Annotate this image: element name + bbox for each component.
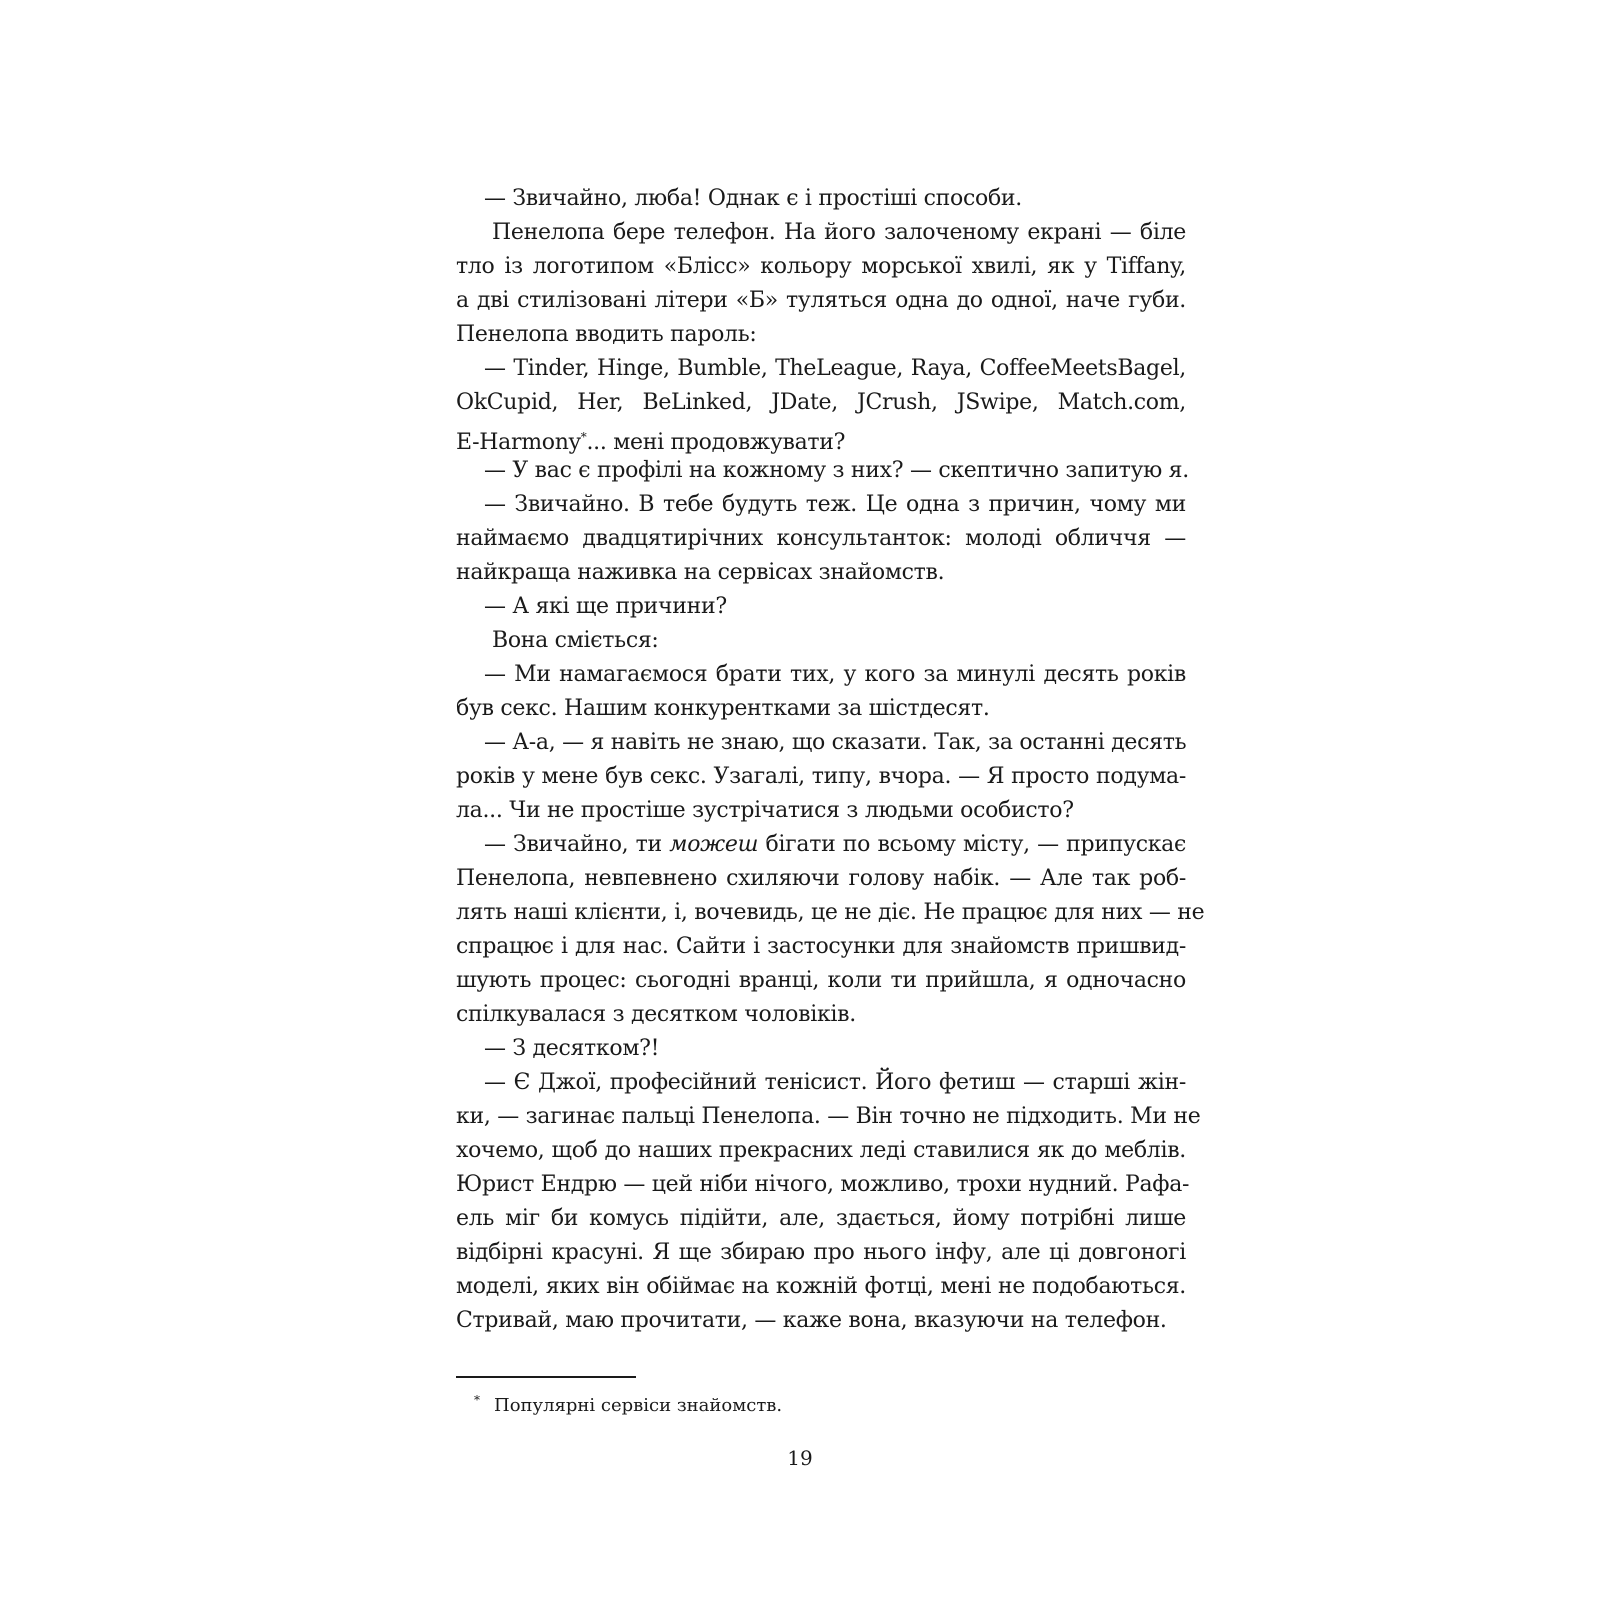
text-line: моделі, яких він обіймає на кожній фотці, мені не подобаються. <box>456 1274 1186 1299</box>
text-line: лять наші клієнти, і, вочевидь, це не діє. Не працює для них — не <box>456 900 1205 925</box>
text-line: а дві стилізовані літери «Б» туляться одна до одної, наче губи. <box>456 288 1186 313</box>
text-line: Юрист Ендрю — цей ніби нічого, можливо, трохи нудний. Рафа- <box>456 1172 1190 1197</box>
text-line: тло із логотипом «Блісс» кольору морської хвилі, як у Tiffany, <box>456 254 1186 279</box>
text-line <box>456 828 1186 862</box>
text-fragment: бігати по всьому місту, — припускає <box>758 832 1187 857</box>
text-line: був секс. Нашим конкурентками за шістдесят. <box>456 696 990 721</box>
text-line: Пенелопа бере телефон. На його залоченому екрані — біле <box>492 220 1186 245</box>
text-line: ель міг би комусь підійти, але, здається, йому потрібні лише <box>456 1206 1186 1231</box>
text-line: OkCupid, Her, BeLinked, JDate, JCrush, JSwipe, Match.com, <box>456 390 1186 415</box>
footnote-marker: * <box>580 430 587 444</box>
text-line: — У вас є профілі на кожному з них? — скептично запитую я. <box>484 458 1189 483</box>
text-line: — З десятком?! <box>484 1036 660 1061</box>
body-text <box>456 182 1205 1338</box>
text-line: Вона сміється: <box>492 628 659 653</box>
text-line: наймаємо двадцятирічних консультанток: молоді обличчя — <box>456 526 1186 551</box>
text-line: — А які ще причини? <box>484 594 727 619</box>
text-fragment: ... мені продовжувати? <box>586 430 846 455</box>
text-line: років у мене був секс. Узагалі, типу, вчора. — Я просто подума- <box>456 764 1186 789</box>
text-line: відбірні красуні. Я ще збираю про нього інфу, але ці довгоногі <box>456 1240 1186 1265</box>
page-number: 19 <box>787 1446 813 1470</box>
text-line: ла... Чи не простіше зустрічатися з людьми особисто? <box>456 798 1074 823</box>
text-line: спрацює і для нас. Сайти і застосунки для знайомств пришвид- <box>456 934 1186 959</box>
text-line: — Tinder, Hinge, Bumble, TheLeague, Raya, CoffeeMeetsBagel, <box>484 356 1186 381</box>
text-line <box>456 420 1186 454</box>
text-line: Пенелопа вводить пароль: <box>456 322 757 347</box>
text-line: — Звичайно. В тебе будуть теж. Це одна з причин, чому ми <box>484 492 1186 517</box>
italic-word: можеш <box>669 832 759 857</box>
text-line: спілкувалася з десятком чоловіків. <box>456 1002 856 1027</box>
footnote-text: Популярні сервіси знайомств. <box>494 1395 783 1416</box>
text-line: найкраща наживка на сервісах знайомств. <box>456 560 945 585</box>
text-line: Пенелопа, невпевнено схиляючи голову набік. — Але так роб- <box>456 866 1186 891</box>
text-fragment: E-Harmony <box>456 430 581 455</box>
text-line: — Звичайно, люба! Однак є і простіші способи. <box>484 186 1022 211</box>
text-line: Стривай, маю прочитати, — каже вона, вказуючи на телефон. <box>456 1308 1167 1333</box>
text-line: ки, — загинає пальці Пенелопа. — Він точно не підходить. Ми не <box>456 1104 1201 1129</box>
text-line: — А-а, — я навіть не знаю, що сказати. Так, за останні десять <box>484 730 1187 755</box>
footnote <box>474 1386 782 1420</box>
text-line: хочемо, щоб до наших прекрасних леді ставилися як до меблів. <box>456 1138 1186 1163</box>
text-line: шують процес: сьогодні вранці, коли ти прийшла, я одночасно <box>456 968 1186 993</box>
footnote-divider <box>456 1376 636 1378</box>
text-fragment: — Звичайно, ти <box>484 832 670 857</box>
text-line: — Ми намагаємося брати тих, у кого за минулі десять років <box>484 662 1186 687</box>
text-line: — Є Джої, професійний тенісист. Його фетиш — старші жін- <box>484 1070 1186 1095</box>
footnote-mark: * <box>474 1393 480 1407</box>
